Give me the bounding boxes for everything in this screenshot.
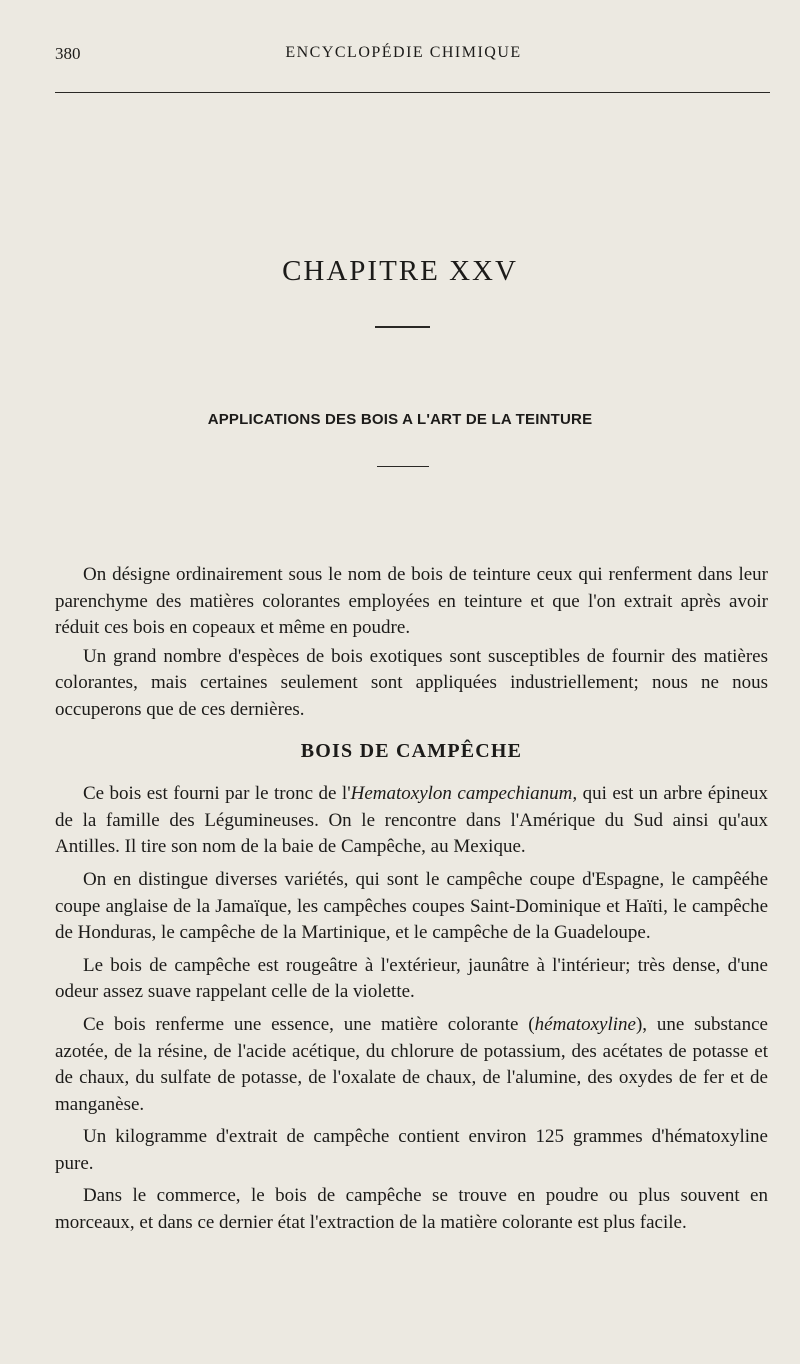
section-paragraph-6: Dans le commerce, le bois de campêche se trouve en poudre ou plus souvent en morceaux, et dans ce dernier état l'extraction de la matière colorante est plus facile. <box>55 1185 768 1234</box>
section-heading: BOIS DE CAMPÊCHE <box>300 739 523 762</box>
paragraph-text: ), une substance azotée, de la résine, de l'acide acétique, du chlorure de potassium, des acétates de potasse et de chaux, du sulfate de potasse, de l'oxalate de chaux, de l'alumine, des oxydes de fer et de manganèse. <box>55 1013 768 1115</box>
chapter-subtitle: APPLICATIONS DES BOIS A L'ART DE LA TEINTURE <box>207 411 593 428</box>
section-paragraph-5: Un kilogramme d'extrait de campêche contient environ 125 grammes d'hématoxyline pure. <box>55 1126 768 1174</box>
chapter-title: CHAPITRE XXV <box>282 255 518 287</box>
section-paragraph-3: Le bois de campêche est rougeâtre à l'extérieur, jaunâtre à l'intérieur; très dense, d'une odeur assez suave rappelant celle de la violette. <box>55 954 768 1003</box>
paragraph-text: Ce bois est fourni par le tronc de l' <box>83 783 351 805</box>
species-name: Hematoxylon campechianum, <box>350 783 578 805</box>
paragraph-text: Ce bois renferme une essence, une matière colorante ( <box>83 1013 535 1035</box>
journal-title: ENCYCLOPÉDIE CHIMIQUE <box>285 44 522 61</box>
compound-name: hématoxyline <box>534 1013 636 1035</box>
running-head <box>55 44 752 68</box>
section-paragraph-4 <box>55 1012 768 1118</box>
subtitle-rule <box>377 466 429 467</box>
section-paragraph-1 <box>55 781 768 861</box>
paragraph-text: qui est un arbre épineux de la famille des Légumineuses. On le rencontre dans l'Amérique du Sud ainsi qu'aux Antilles. Il tire son nom de la baie de Campêche, au Mexique. <box>55 783 768 858</box>
chapter-rule <box>375 326 430 328</box>
page-number: 380 <box>55 44 81 63</box>
intro-paragraph-1: On désigne ordinairement sous le nom de bois de teinture ceux qui renferment dans leur parenchyme des matières colorantes employées en teinture et que l'on extrait après avoir réduit ces bois en copeaux et même en poudre. <box>55 564 768 639</box>
intro-paragraph-2: Un grand nombre d'espèces de bois exotiques sont susceptibles de fournir des matières colorantes, mais certaines seulement sont appliquées industriellement; nous ne nous occuperons que de ces dernières. <box>55 645 768 720</box>
section-paragraph-2: On en distingue diverses variétés, qui sont le campêche coupe d'Espagne, le campêéhe coupe anglaise de la Jamaïque, les campêches coupes Saint-Dominique et Haïti, le campêche de Honduras, le campêche de la Martinique, et le campêche de la Guadeloupe. <box>55 868 768 944</box>
body-text <box>55 562 768 1239</box>
header-rule <box>55 92 770 93</box>
